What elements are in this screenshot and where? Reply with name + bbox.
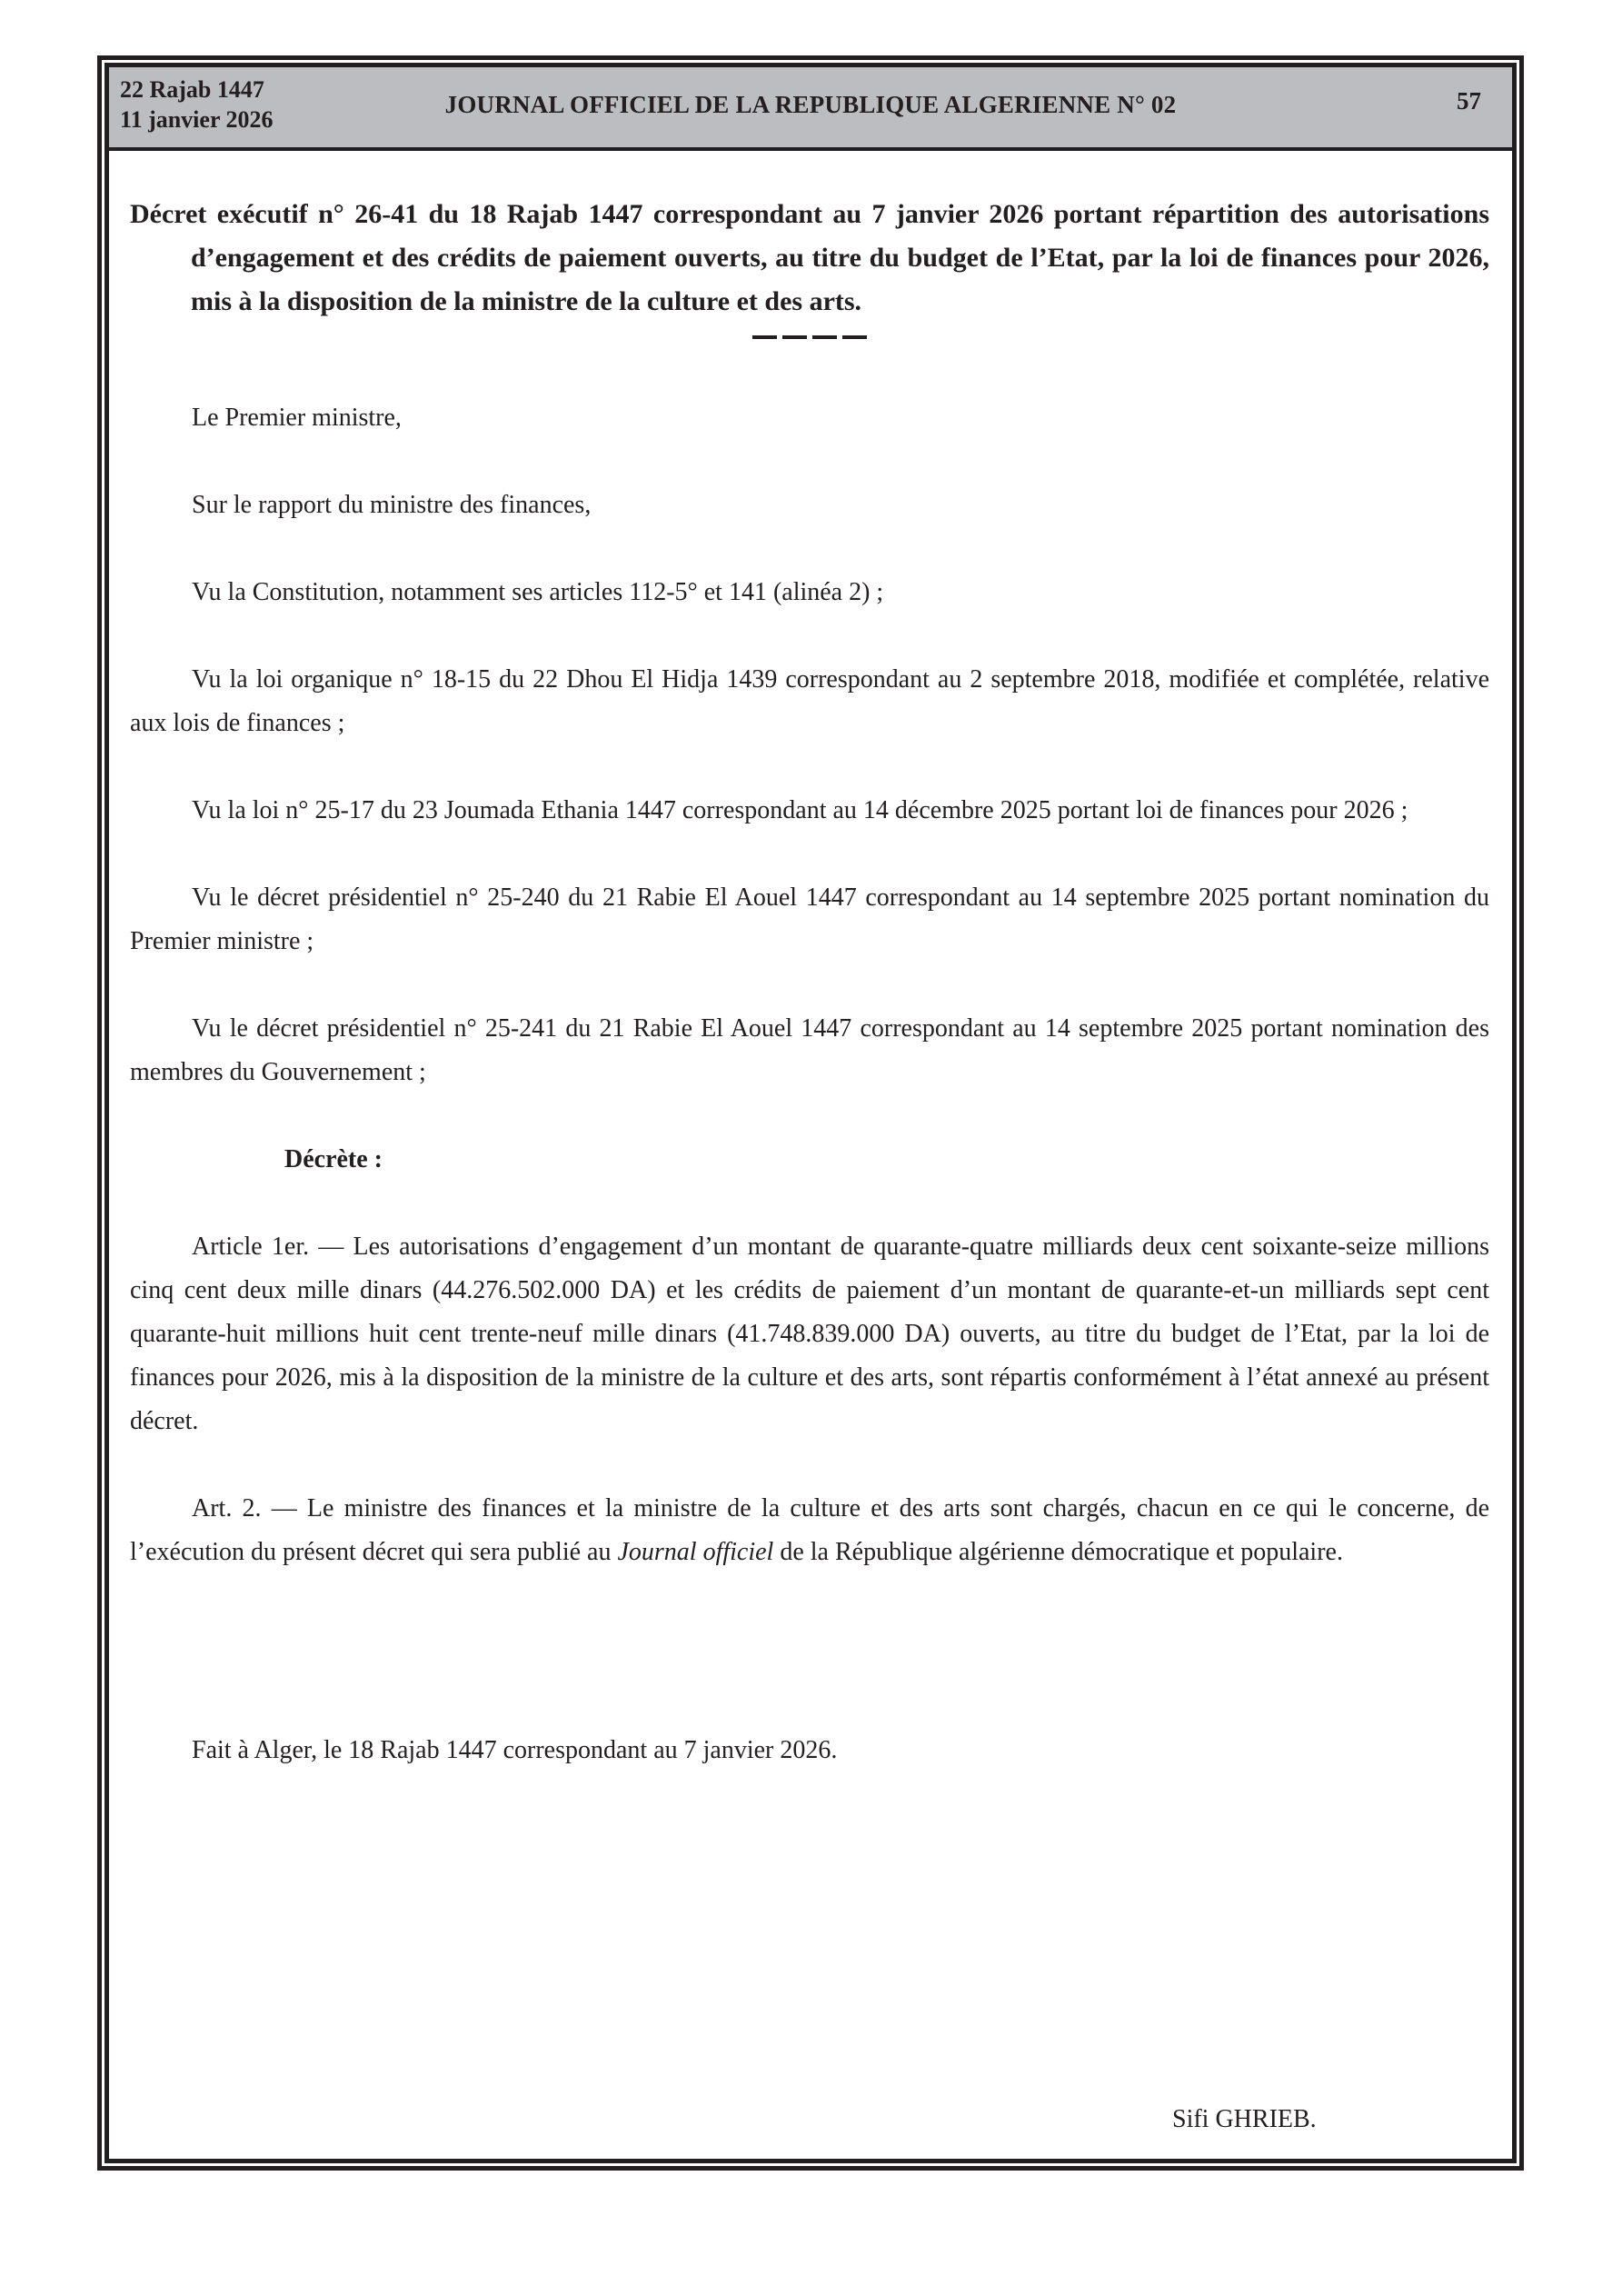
journal-title: JOURNAL OFFICIEL DE LA REPUBLIQUE ALGERIENNE N° 02 (444, 91, 1177, 118)
separator-dash (812, 335, 837, 339)
preamble-rapport: Sur le rapport du ministre des finances, (192, 491, 592, 519)
preamble-decret-gouvernement: Vu le décret présidentiel n° 25-241 du 21 Rabie El Aouel 1447 correspondant au 14 septembre 2025 portant nomination des membres du Gouvernement ; (130, 1014, 1489, 1086)
signature: Sifi GHRIEB. (1172, 2105, 1317, 2133)
article-1: Article 1er. — Les autorisations d’engagement d’un montant de quarante-quatre milliards deux cent soixante-seize millions cinq cent deux mille dinars (44.276.502.000 DA) et les crédits de paiement d’un montant de quarante-et-un milliards sept cent quarante-huit millions huit cent trente-neuf mille dinars (41.748.839.000 DA) ouverts, au titre du budget de l’Etat, par la loi de finances pour 2026, mis à la disposition de la ministre de la culture et des arts, sont répartis conformément à l’état annexé au présent décret. (130, 1233, 1489, 1435)
decrete-heading: Décrète : (284, 1145, 383, 1173)
preamble-loi-organique: Vu la loi organique n° 18-15 du 22 Dhou El Hidja 1439 correspondant au 2 septembre 2018, modifiée et complétée, relative aux lois de finances ; (130, 665, 1489, 737)
decree-body (130, 193, 1489, 1772)
journal-officiel-italic: Journal officiel (617, 1538, 774, 1566)
preamble-constitution: Vu la Constitution, notamment ses articles 112-5° et 141 (alinéa 2) ; (192, 578, 884, 606)
article-2-text-end: de la République algérienne démocratique et populaire. (773, 1538, 1343, 1566)
page-number: 57 (1457, 87, 1481, 115)
journal-header (109, 67, 1512, 151)
preamble-decret-premier-ministre: Vu le décret présidentiel n° 25-240 du 21 Rabie El Aouel 1447 correspondant au 14 septembre 2025 portant nomination du Premier ministre ; (130, 883, 1489, 955)
article-2-text-start: Art. 2. — Le ministre des finances et la ministre de la culture et des arts sont chargés, chacun en ce qui le concerne, de l’exécution du présent décret qui sera publié au (130, 1494, 1489, 1566)
title-separator (130, 329, 1489, 356)
separator-dash (842, 335, 867, 339)
done-at-statement: Fait à Alger, le 18 Rajab 1447 correspondant au 7 janvier 2026. (192, 1736, 838, 1764)
decree-title: Décret exécutif n° 26-41 du 18 Rajab 1447 correspondant au 7 janvier 2026 portant répartition des autorisations d’engagement et des crédits de paiement ouverts, au titre du budget de l’Etat, par la loi de finances pour 2026, mis à la disposition de la ministre de la culture et des arts. (130, 199, 1489, 316)
article-2 (130, 1487, 1489, 1574)
preamble-premier-ministre: Le Premier ministre, (192, 404, 402, 432)
separator-dash (782, 335, 807, 339)
preamble-loi-finances: Vu la loi n° 25-17 du 23 Joumada Ethania 1447 correspondant au 14 décembre 2025 portant loi de finances pour 2026 ; (192, 796, 1408, 824)
header-hijri-date: 22 Rajab 1447 (120, 76, 264, 103)
header-gregorian-date: 11 janvier 2026 (120, 106, 274, 133)
separator-dash (752, 335, 777, 339)
